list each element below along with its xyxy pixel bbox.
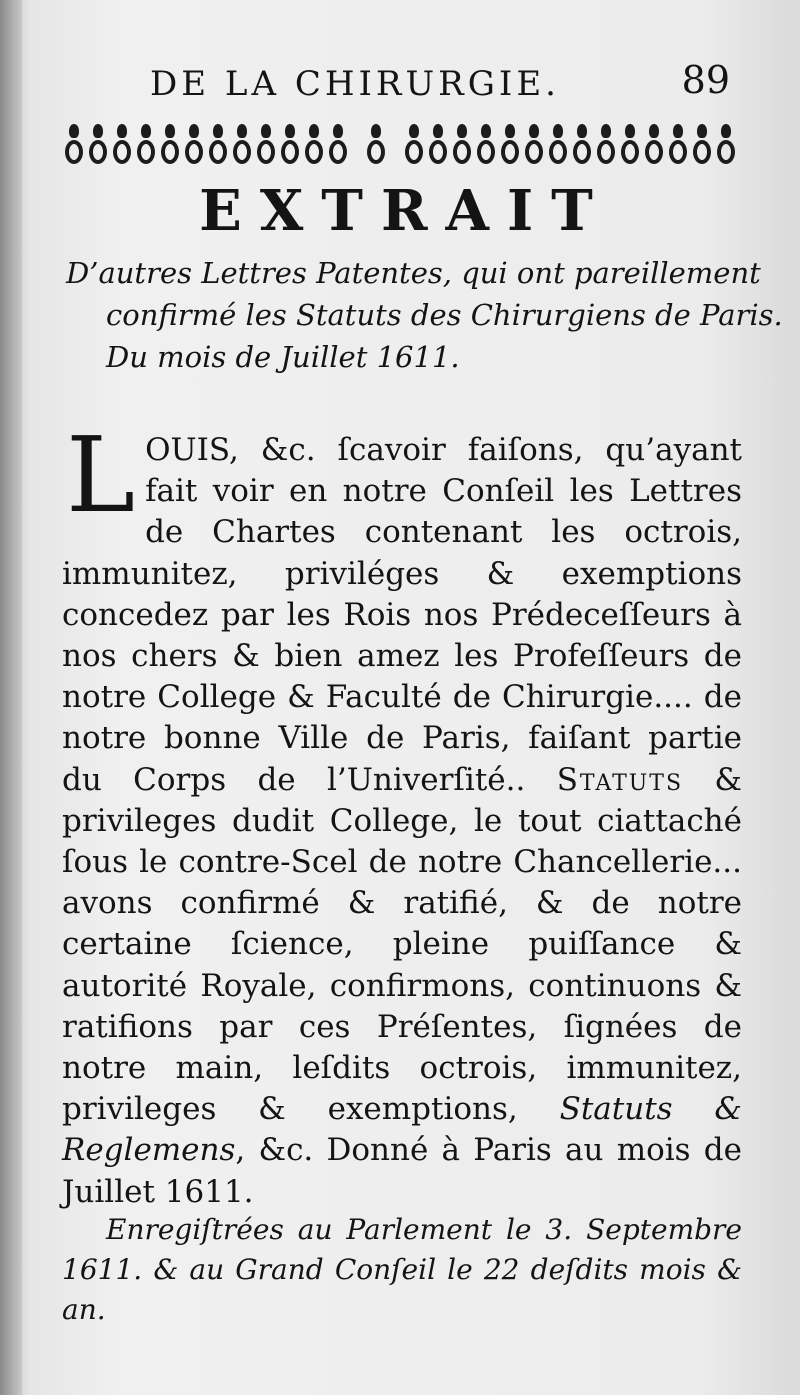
ornament-icon xyxy=(304,124,324,168)
ornament-icon xyxy=(692,124,712,168)
ornament-icon xyxy=(428,124,448,168)
ornament-icon xyxy=(328,124,348,168)
ornament-icon xyxy=(524,124,544,168)
ornament-icon xyxy=(366,124,386,168)
ornament-icon xyxy=(668,124,688,168)
ornament-icon xyxy=(452,124,472,168)
body-text-part-3: , &c. Donné à Paris au mois de Juillet 1611. xyxy=(62,1132,742,1210)
ornament-icon xyxy=(256,124,276,168)
drop-cap: L xyxy=(66,414,136,536)
ornament-icon xyxy=(548,124,568,168)
ornament-icon xyxy=(232,124,252,168)
ornament-icon xyxy=(644,124,664,168)
ornament-icon xyxy=(404,124,424,168)
ornament-icon xyxy=(136,124,156,168)
running-head-title: DE LA CHIRURGIE. xyxy=(150,64,560,104)
section-heading: EXTRAIT xyxy=(199,178,611,244)
registration-note: Enregiſtrées au Parlement le 3. Septembre 1611. & au Grand Conſeil le 22 deſdits mois & an. xyxy=(62,1213,742,1326)
ornament-icon xyxy=(64,124,84,168)
decorative-ornament-band xyxy=(64,118,736,174)
ornament-icon xyxy=(716,124,736,168)
section-subtitle: D’autres Lettres Patentes, qui ont pareillement confirmé les Statuts des Chirurgiens de Paris. Du mois de Juillet 1611. xyxy=(66,256,783,374)
running-head xyxy=(150,58,740,108)
ornament-icon xyxy=(596,124,616,168)
body-text-part-2: & privileges dudit College, le tout ciattaché ſous le contre-Scel de notre Chancellerie... avons confirmé & ratifié, & de notre certaine ſcience, pleine puiſſance & autorité Royale, confirmons, continuons & ratifions par ces Préſentes, ſignées de notre main, leſdits octrois, immunitez, privileges & exemptions, xyxy=(62,761,742,1128)
ornament-icon xyxy=(88,124,108,168)
ornament-icon xyxy=(500,124,520,168)
ornament-icon xyxy=(160,124,180,168)
ornament-icon xyxy=(476,124,496,168)
ornament-icon xyxy=(280,124,300,168)
ornament-icon xyxy=(620,124,640,168)
ornament-icon xyxy=(112,124,132,168)
ornament-icon xyxy=(184,124,204,168)
body-paragraph xyxy=(62,414,742,1213)
statuts-smallcaps: Statuts xyxy=(556,761,684,798)
ornament-icon xyxy=(572,124,592,168)
statuts-reglemens-italic: Statuts & Reglemens xyxy=(62,1091,742,1169)
body-text-part-1: OUIS, &c. ſcavoir faiſons, qu’ayant fait voir en notre Conſeil les Lettres de Chartes contenant les octrois, immunitez, priviléges & exemptions concedez par les Rois nos Prédeceſſeurs à nos chers & bien amez les Profeſſeurs de notre College & Faculté de Chirurgie.... de notre bonne Ville de Paris, faiſant partie du Corps de l’Univerſité.. xyxy=(62,432,742,798)
ornament-icon xyxy=(208,124,228,168)
page-number: 89 xyxy=(681,58,730,102)
